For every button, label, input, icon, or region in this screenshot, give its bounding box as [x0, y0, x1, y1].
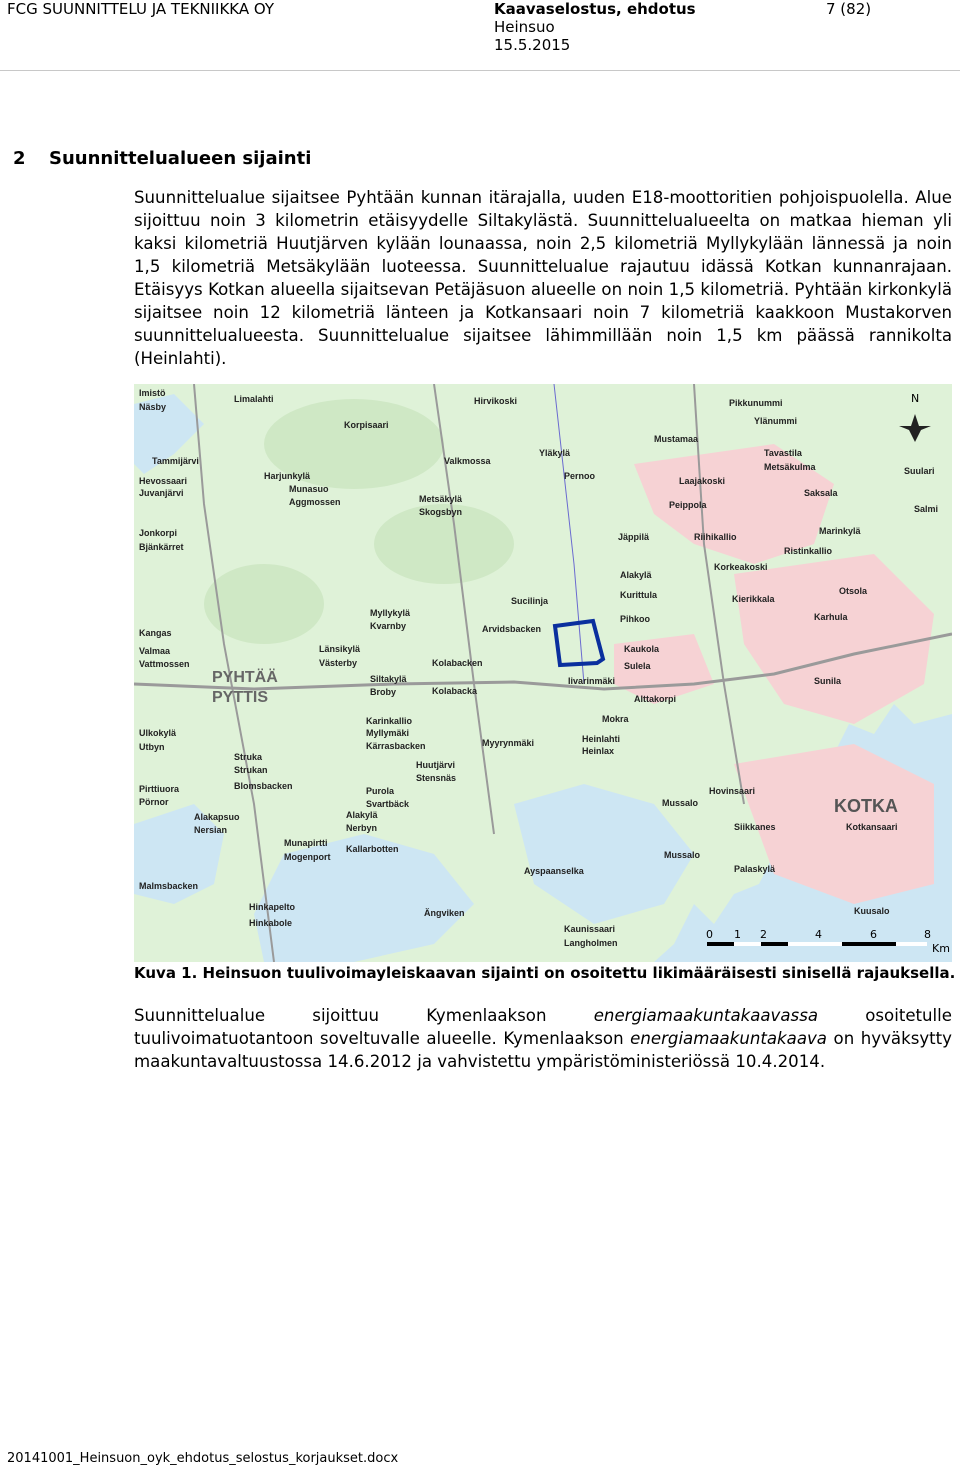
place-label: Otsola — [839, 586, 868, 596]
place-label: Heinlahti — [582, 734, 621, 744]
place-label: Valkmossa — [444, 456, 491, 466]
section-number: 2 — [13, 148, 26, 169]
place-label: Broby — [370, 687, 397, 697]
body-paragraph-2 — [134, 1004, 952, 1073]
place-label: Hinkapelto — [249, 902, 296, 912]
place-label: Jäppilä — [618, 532, 650, 542]
place-label: Näsby — [139, 402, 167, 412]
place-label: Malmsbacken — [139, 881, 199, 891]
place-label: Sucilinja — [511, 596, 549, 606]
place-label: Pihkoo — [620, 614, 651, 624]
place-label: Munapirtti — [284, 838, 328, 848]
place-label: Palaskylä — [734, 864, 776, 874]
place-label: Limalahti — [234, 394, 274, 404]
section-heading — [13, 148, 311, 169]
place-label: Alakylä — [620, 570, 652, 580]
place-label: Alttakorpi — [634, 694, 677, 704]
place-label: Tavastila — [764, 448, 802, 458]
place-label: Kuusalo — [854, 906, 890, 916]
place-label: Ayspaanselka — [524, 866, 584, 876]
place-label: Langholmen — [564, 938, 618, 948]
place-label: Kaunissaari — [564, 924, 616, 934]
place-label: Nerbyn — [346, 823, 378, 833]
place-label: Kurittula — [620, 590, 657, 600]
footer-filename: 20141001_Heinsuon_oyk_ehdotus_selostus_korjaukset.docx — [7, 1451, 399, 1466]
place-label: Kolabacken — [432, 658, 483, 668]
place-label: Mustamaa — [654, 434, 699, 444]
place-label: Mussalo — [664, 850, 701, 860]
place-label: Saksala — [804, 488, 838, 498]
place-label: Laajakoski — [679, 476, 726, 486]
emphasis-term: energiamaakuntakaavassa — [593, 1006, 819, 1025]
scale-tick: 1 — [734, 928, 741, 941]
place-label: Struka — [234, 752, 263, 762]
place-label: Myllymäki — [366, 728, 410, 738]
place-label: Salmi — [914, 504, 939, 514]
place-label: Juvanjärvi — [139, 488, 184, 498]
place-label: Karinkallio — [366, 716, 413, 726]
place-label: Hovinsaari — [709, 786, 756, 796]
place-label: Mussalo — [662, 798, 699, 808]
paragraph-text: Suunnittelualue sijoittuu Kymenlaakson — [134, 1006, 594, 1025]
place-label: Bjänkärret — [139, 542, 184, 552]
place-label: Kotkansaari — [846, 822, 898, 832]
place-label: PYTTIS — [212, 689, 269, 706]
place-label: Vattmossen — [139, 659, 190, 669]
place-label: Länsikylä — [319, 644, 361, 654]
figure-caption: Kuva 1. Heinsuon tuulivoimayleiskaavan sijainti on osoitettu likimääräisesti sinisellä rajauksella. — [134, 964, 956, 982]
place-label: Ulkokylä — [139, 728, 177, 738]
place-label: Purola — [366, 786, 395, 796]
scale-unit: Km — [932, 942, 950, 955]
body-paragraph-1: Suunnittelualue sijaitsee Pyhtään kunnan itärajalla, uuden E18-moottoritien pohjoispuolella. Alue sijoittuu noin 3 kilometrin etäisyydelle Siltakylästä. Suunnittelualueelta on matkaa hieman yli kaksi kilometriä Huutjärven kylään lounaassa, noin 2,5 kilometriä Myllykylään lännessä ja noin 1,5 kilometriä Metsäkylään luoteessa. Suunnittelualue rajautuu idässä Kotkan kunnanrajaan. Etäisyys Kotkan alueella sijaitsevan Petäjäsuon alueelle on noin 1,5 kilometriä. Pyhtään kirkonkylä sijaitsee noin 12 kilometriä länteen ja Kotkansaari noin 7 kilometriä kaakkoon Mustakorven suunnittelualueesta. Suunnittelualue sijaitsee lähimmillään noin 1,5 km päässä rannikolta (Heinlahti). — [134, 188, 952, 368]
place-label: Svartbäck — [366, 799, 410, 809]
place-label: Sulela — [624, 661, 651, 671]
north-label: N — [911, 392, 920, 405]
place-label: Pernoo — [564, 471, 596, 481]
place-label: Mokra — [602, 714, 629, 724]
place-label: Pörnor — [139, 797, 169, 807]
place-label: Kangas — [139, 628, 172, 638]
place-label: Kaukola — [624, 644, 660, 654]
place-label: Ylänummi — [754, 416, 798, 426]
place-label: Siltakylä — [370, 674, 407, 684]
header-place: Heinsuo — [494, 18, 555, 36]
place-label: Jonkorpi — [139, 528, 178, 538]
place-label: Aggmossen — [289, 497, 341, 507]
place-label: PYHTÄÄ — [212, 669, 278, 686]
place-label: Alakylä — [346, 810, 378, 820]
place-label: Riihikallio — [694, 532, 737, 542]
scale-tick: 4 — [815, 928, 822, 941]
place-label: Metsäkylä — [419, 494, 463, 504]
place-label: Arvidsbacken — [482, 624, 542, 634]
place-label: Pikkunummi — [729, 398, 783, 408]
place-label: Harjunkylä — [264, 471, 311, 481]
scale-tick: 6 — [870, 928, 877, 941]
place-label: Imistö — [139, 388, 166, 398]
header-divider — [0, 70, 960, 71]
place-label: Hirvikoski — [474, 396, 518, 406]
place-label: Munasuo — [289, 484, 329, 494]
place-label: Kallarbotten — [346, 844, 399, 854]
place-label: Siikkanes — [734, 822, 776, 832]
place-label: Korpisaari — [344, 420, 389, 430]
place-label: Blomsbacken — [234, 781, 293, 791]
place-label: Kierikkala — [732, 594, 775, 604]
place-label: Skogsbyn — [419, 507, 463, 517]
section-title: Suunnittelualueen sijainti — [49, 148, 312, 169]
location-map — [134, 384, 952, 962]
place-label: Stensnäs — [416, 773, 457, 783]
map-canvas — [134, 384, 952, 962]
place-label: Ristinkallio — [784, 546, 833, 556]
place-label: KOTKA — [834, 796, 898, 816]
place-label: Heinlax — [582, 746, 615, 756]
scale-tick: 8 — [924, 928, 931, 941]
place-label: Pirttiuora — [139, 784, 180, 794]
paragraph-text: osoitetulle tuulivoimatuotantoon soveltuvalle alueelle. Kymenlaakson — [134, 1006, 952, 1048]
place-label: Marinkylä — [819, 526, 861, 536]
place-label: Strukan — [234, 765, 268, 775]
place-label: Ängviken — [424, 908, 465, 918]
page-header — [0, 0, 960, 60]
scale-tick: 0 — [706, 928, 713, 941]
place-label: Valmaa — [139, 646, 171, 656]
place-label: Mogenport — [284, 852, 331, 862]
place-label: Västerby — [319, 658, 358, 668]
header-organization: FCG SUUNNITTELU JA TEKNIIKKA OY — [7, 0, 275, 18]
paragraph-text: on hyväksytty maakuntavaltuustossa 14.6.2012 ja vahvistettu ympäristöministeriössä 10.4.2014. — [134, 1029, 952, 1071]
place-label: Sunila — [814, 676, 842, 686]
emphasis-term: energiamaakuntakaava — [630, 1029, 827, 1048]
place-label: Kolabacka — [432, 686, 478, 696]
header-page-number: 7 (82) — [826, 0, 872, 18]
place-label: Nersian — [194, 825, 228, 835]
place-label: Myllykylä — [370, 608, 411, 618]
place-label: Huutjärvi — [416, 760, 456, 770]
header-document-title: Kaavaselostus, ehdotus — [494, 0, 696, 18]
place-label: Utbyn — [139, 742, 165, 752]
place-label: Suulari — [904, 466, 935, 476]
place-label: Hevossaari — [139, 476, 188, 486]
place-label: Peippola — [669, 500, 707, 510]
header-date: 15.5.2015 — [494, 36, 571, 54]
place-label: Metsäkulma — [764, 462, 816, 472]
place-label: Alakapsuo — [194, 812, 240, 822]
scale-tick: 2 — [760, 928, 767, 941]
place-label: Korkeakoski — [714, 562, 768, 572]
place-label: Kvarnby — [370, 621, 407, 631]
place-label: Kärrasbacken — [366, 741, 426, 751]
place-label: Hinkabole — [249, 918, 293, 928]
place-label: Karhula — [814, 612, 848, 622]
place-label: Tammijärvi — [152, 456, 199, 466]
place-label: Myyrynmäki — [482, 738, 535, 748]
place-label: Yläkylä — [539, 448, 571, 458]
place-label: Iivarinmäki — [568, 676, 616, 686]
